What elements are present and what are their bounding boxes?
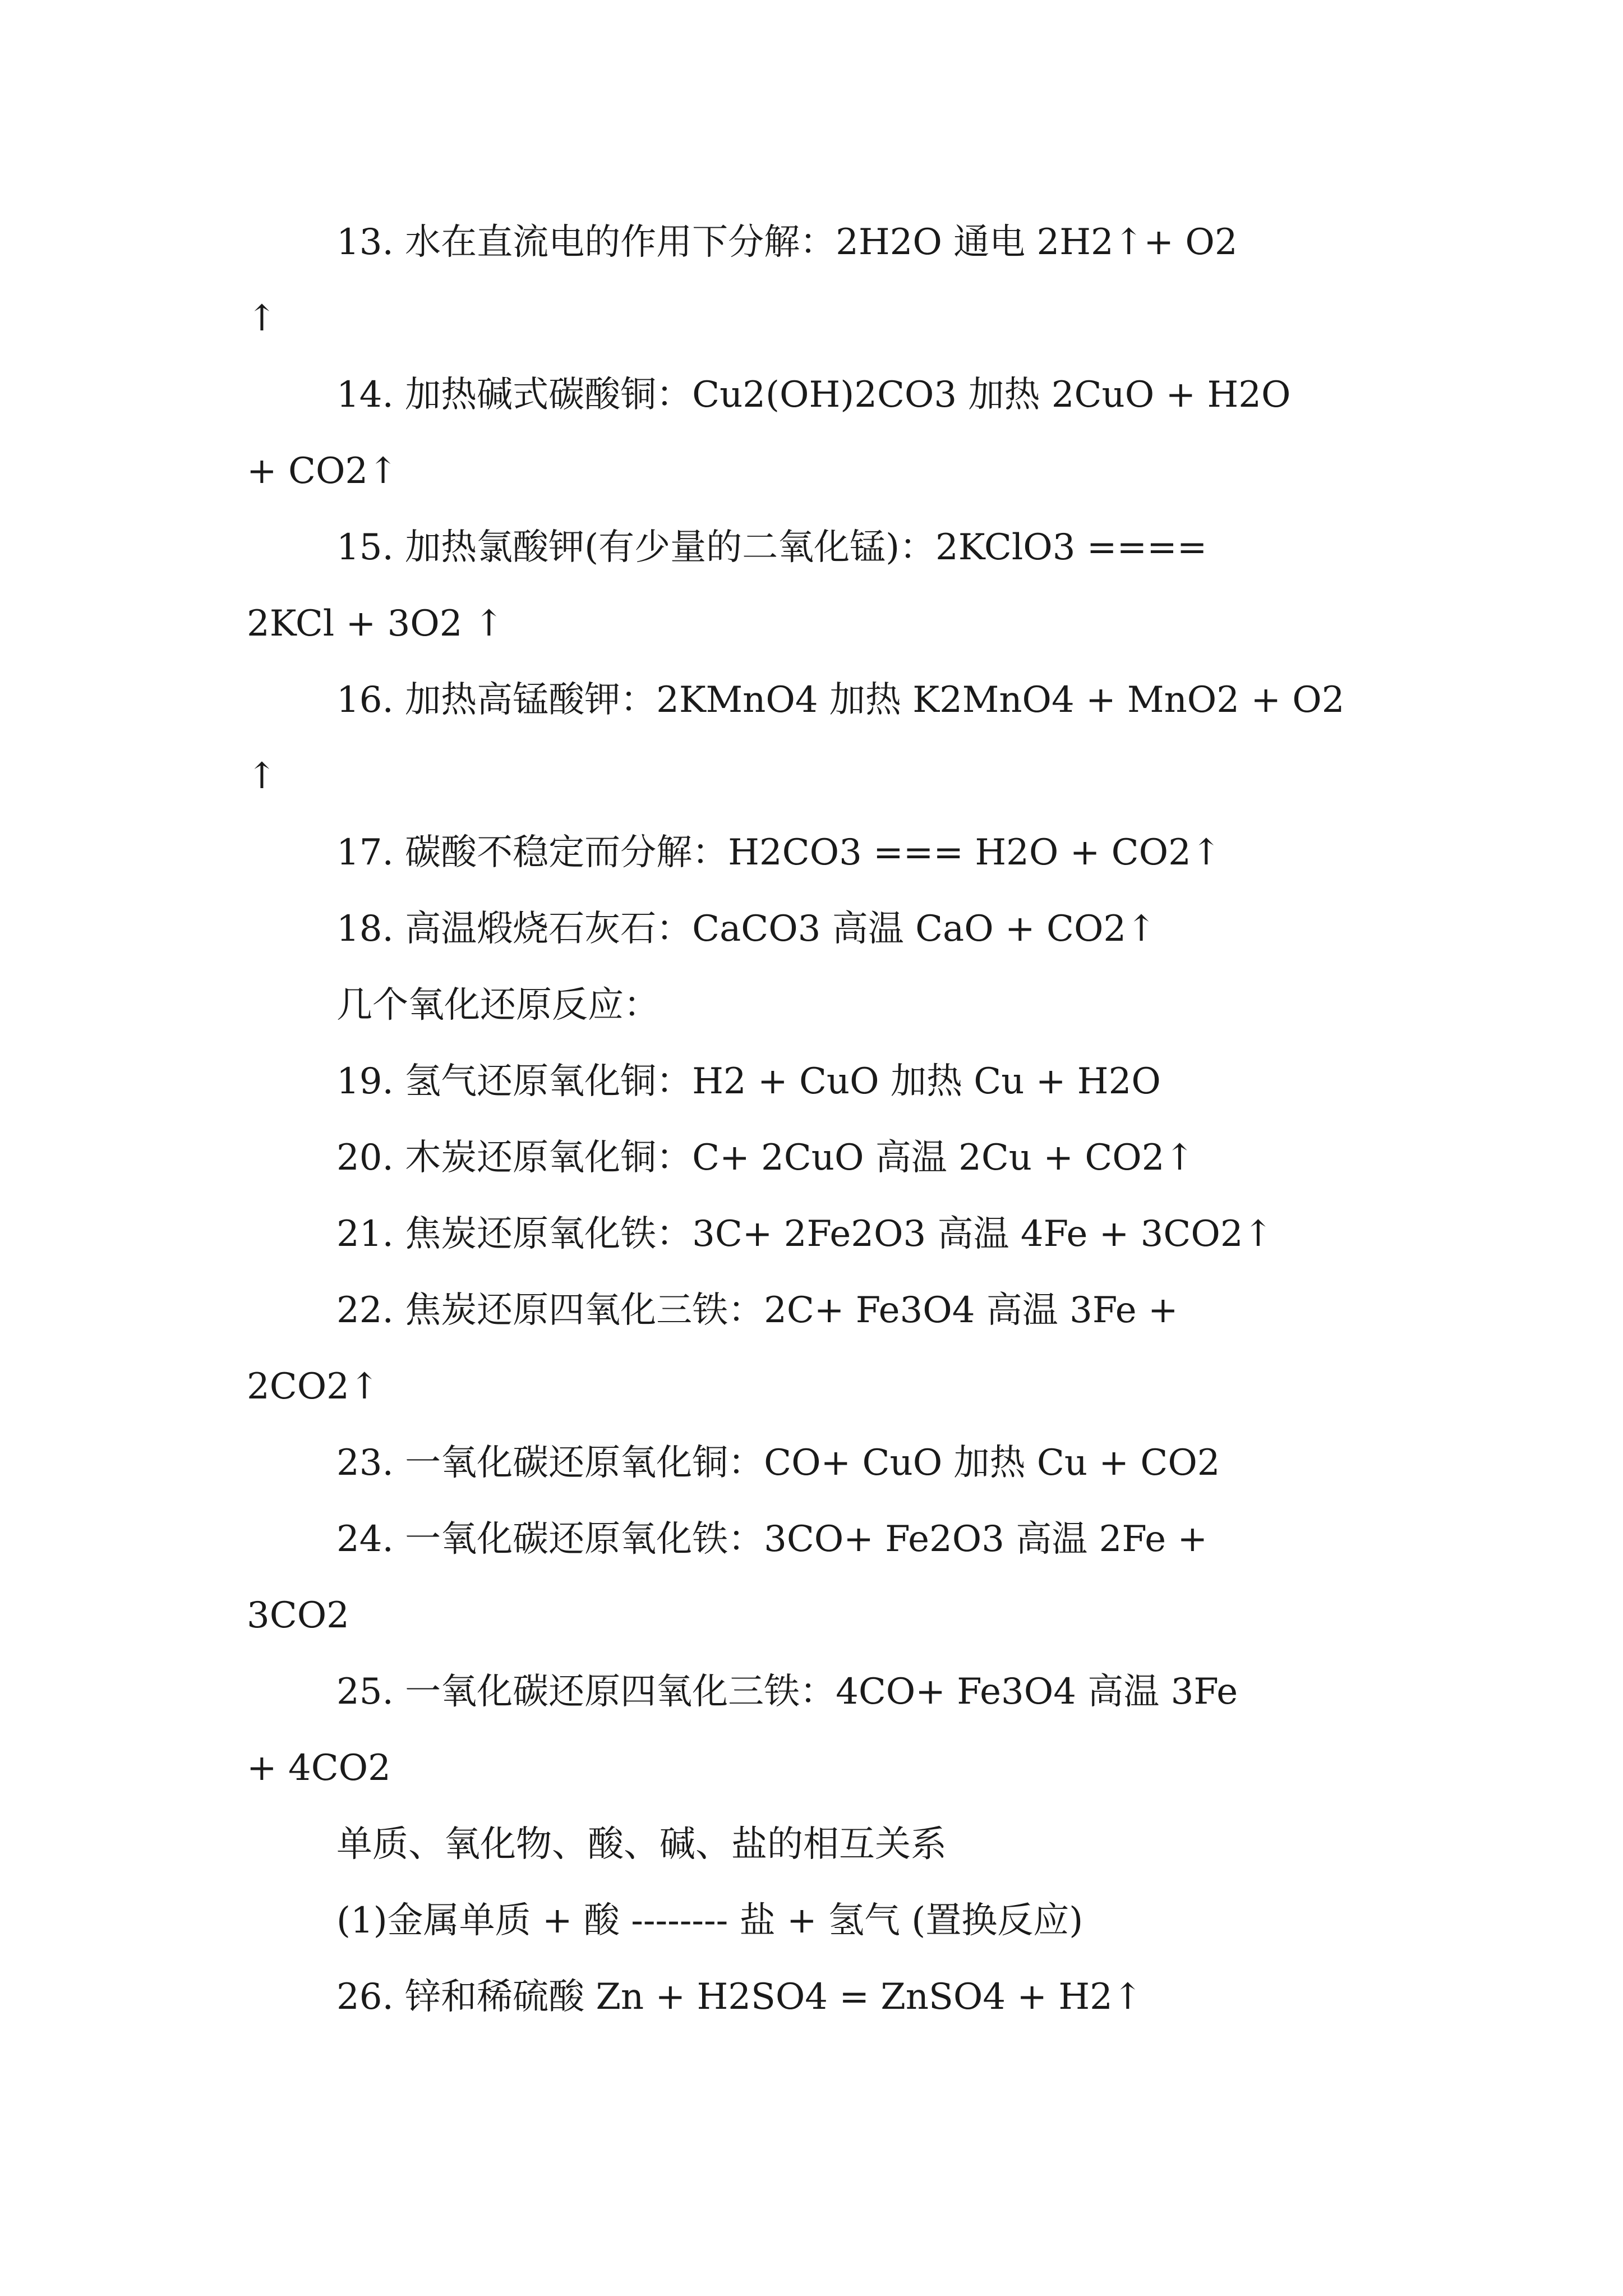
text-line: + 4CO2	[247, 1747, 391, 1789]
text-line: 3CO2	[247, 1595, 349, 1636]
text-line: 2KCl + 3O2 ↑	[247, 603, 504, 645]
text-line: 18. 高温煅烧石灰石：CaCO3 高温 CaO + CO2↑	[336, 908, 1156, 950]
text-line: 23. 一氧化碳还原氧化铜：CO+ CuO 加热 Cu + CO2	[336, 1442, 1220, 1484]
text-line: + CO2↑	[247, 450, 398, 492]
text-line: (1)金属单质 + 酸 -------- 盐 + 氢气 (置换反应)	[336, 1900, 1083, 1941]
text-line: 13. 水在直流电的作用下分解：2H2O 通电 2H2↑+ O2	[336, 222, 1238, 263]
text-line: 24. 一氧化碳还原氧化铁：3CO+ Fe2O3 高温 2Fe +	[336, 1519, 1208, 1560]
text-line: 25. 一氧化碳还原四氧化三铁：4CO+ Fe3O4 高温 3Fe	[336, 1671, 1238, 1713]
text-line: 20. 木炭还原氧化铜：C+ 2CuO 高温 2Cu + CO2↑	[336, 1137, 1195, 1179]
text-line: 16. 加热高锰酸钾：2KMnO4 加热 K2MnO4 + MnO2 + O2	[336, 679, 1345, 721]
text-line: 22. 焦炭还原四氧化三铁：2C+ Fe3O4 高温 3Fe +	[336, 1290, 1178, 1331]
text-line: 14. 加热碱式碳酸铜：Cu2(OH)2CO3 加热 2CuO + H2O	[336, 374, 1291, 416]
text-line: 26. 锌和稀硫酸 Zn + H2SO4 = ZnSO4 + H2↑	[336, 1976, 1143, 2018]
text-line: 15. 加热氯酸钾(有少量的二氧化锰)：2KClO3 ====	[336, 527, 1207, 568]
text-line: 19. 氢气还原氧化铜：H2 + CuO 加热 Cu + H2O	[336, 1061, 1161, 1102]
text-line: ↑	[247, 298, 277, 339]
text-line: 17. 碳酸不稳定而分解：H2CO3 === H2O + CO2↑	[336, 832, 1221, 873]
text-line: 21. 焦炭还原氧化铁：3C+ 2Fe2O3 高温 4Fe + 3CO2↑	[336, 1213, 1274, 1255]
section-heading: 单质、氧化物、酸、碱、盐的相互关系	[336, 1824, 947, 1865]
section-heading: 几个氧化还原反应：	[336, 984, 660, 1026]
text-line: ↑	[247, 756, 277, 797]
text-line: 2CO2↑	[247, 1366, 380, 1407]
